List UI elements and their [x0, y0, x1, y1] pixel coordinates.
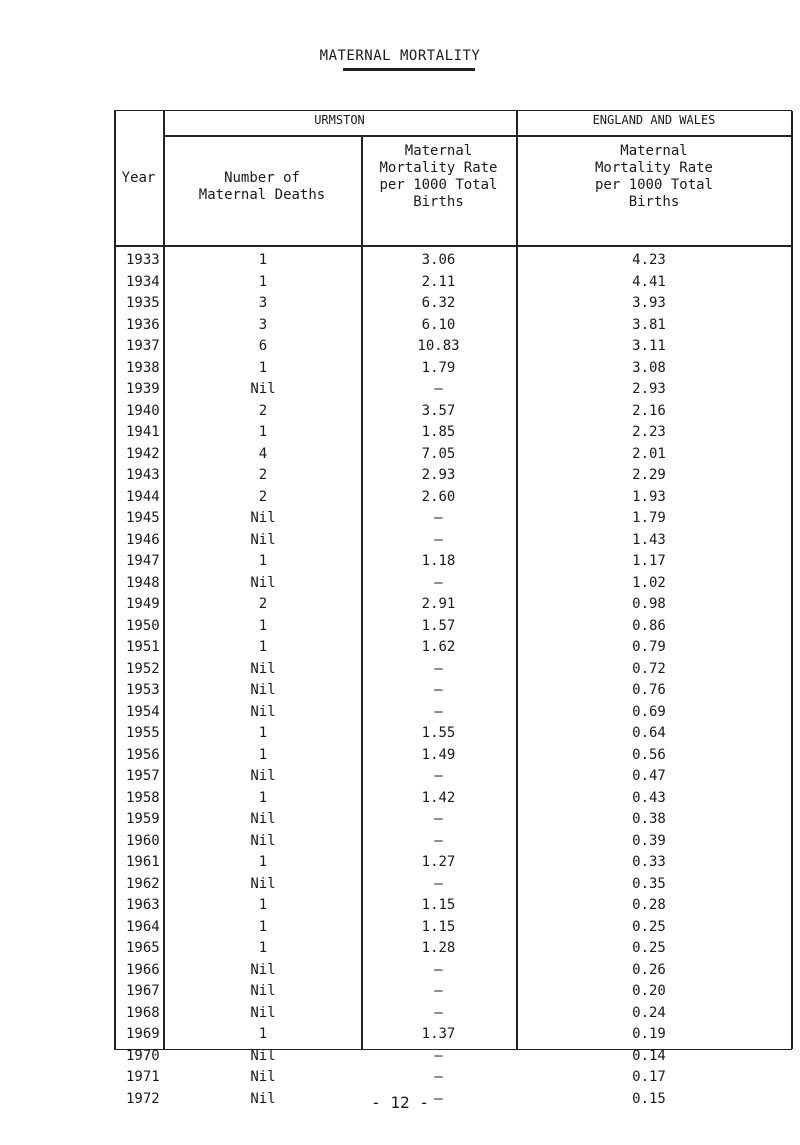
table-row: [114, 595, 792, 617]
rate-cell: –: [434, 660, 443, 677]
table-row: [114, 423, 792, 445]
deaths-cell: Nil: [250, 832, 276, 849]
rate-cell: –: [434, 875, 443, 892]
deaths-cell: Nil: [250, 381, 276, 397]
ew-rate-cell: 3.93: [632, 295, 666, 311]
deaths-cell: 1: [258, 553, 268, 569]
ew-rate-cell: 0.33: [632, 854, 666, 870]
deaths-cell: 1: [258, 359, 268, 376]
year-cell: 1954: [126, 703, 160, 720]
year-cell: 1950: [126, 617, 160, 634]
deaths-cell: Nil: [250, 1004, 276, 1021]
deaths-cell: Nil: [250, 875, 276, 892]
ew-rate-cell: 0.28: [632, 897, 666, 913]
ew-rate-cell: 0.76: [632, 682, 666, 698]
table-row: [114, 1025, 792, 1047]
year-column-header: Year: [121, 169, 156, 186]
rate-cell: 3.06: [421, 252, 456, 268]
ew-rate-cell: 0.69: [632, 703, 666, 720]
year-cell: 1936: [126, 316, 160, 333]
rate-cell: 1.49: [421, 746, 456, 763]
deaths-cell: Nil: [250, 574, 276, 591]
ew-rate-cell: 4.41: [632, 273, 666, 290]
year-cell: 1949: [126, 596, 160, 612]
table-row: [114, 574, 792, 596]
deaths-cell: 1: [258, 897, 268, 913]
deaths-cell: 1: [258, 746, 268, 763]
deaths-cell: 3: [258, 295, 268, 311]
table-row: [114, 273, 792, 295]
deaths-column-header: Number of Maternal Deaths: [198, 170, 326, 203]
rate-cell: 1.85: [421, 424, 456, 440]
year-cell: 1963: [126, 897, 160, 913]
deaths-cell: 6: [258, 338, 268, 354]
rate-cell: 1.55: [421, 725, 456, 741]
rate-cell: 1.42: [421, 789, 456, 806]
year-cell: 1943: [126, 467, 160, 483]
year-cell: 1961: [126, 854, 160, 870]
table-row: [114, 617, 792, 639]
deaths-cell: 2: [258, 402, 268, 419]
year-cell: 1965: [126, 940, 160, 956]
ew-rate-cell: 3.08: [632, 359, 666, 376]
year-cell: 1956: [126, 746, 160, 763]
table-row: [114, 681, 792, 703]
ew-rate-cell: 1.93: [632, 488, 666, 505]
title-underline: [343, 68, 475, 71]
year-cell: 1962: [126, 875, 160, 892]
rate-cell: –: [434, 1004, 443, 1021]
table-row: [114, 445, 792, 467]
deaths-cell: 1: [258, 424, 268, 440]
table-body: [114, 251, 792, 1111]
ew-rate-cell: 4.23: [632, 252, 666, 268]
year-cell: 1967: [126, 983, 160, 999]
deaths-cell: 1: [258, 918, 268, 935]
deaths-cell: 3: [258, 316, 268, 333]
table-row: [114, 703, 792, 725]
deaths-cell: Nil: [250, 510, 276, 526]
year-cell: 1941: [126, 424, 160, 440]
group-header-rule: [163, 135, 792, 137]
deaths-cell: 1: [258, 1026, 268, 1042]
ew-rate-cell: 1.02: [632, 574, 666, 591]
ew-rate-cell: 0.20: [632, 983, 666, 999]
rate-cell: 1.18: [421, 553, 456, 569]
rate-cell: –: [434, 1090, 443, 1107]
table-row: [114, 251, 792, 273]
rate-cell: –: [434, 768, 443, 784]
table-row: [114, 294, 792, 316]
deaths-cell: 1: [258, 273, 268, 290]
rate-cell: 6.32: [421, 295, 456, 311]
ew-rate-cell: 0.56: [632, 746, 666, 763]
table-row: [114, 638, 792, 660]
rate-cell: 1.79: [421, 359, 456, 376]
deaths-cell: Nil: [250, 1047, 276, 1064]
table-row: [114, 789, 792, 811]
year-cell: 1952: [126, 660, 160, 677]
deaths-cell: Nil: [250, 682, 276, 698]
ew-rate-cell: 2.29: [632, 467, 666, 483]
ew-rate-cell: 0.72: [632, 660, 666, 677]
page-title: MATERNAL MORTALITY: [319, 48, 481, 64]
year-cell: 1940: [126, 402, 160, 419]
table-row: [114, 832, 792, 854]
ew-rate-cell: 0.98: [632, 596, 666, 612]
year-cell: 1944: [126, 488, 160, 505]
deaths-cell: Nil: [250, 531, 276, 548]
deaths-cell: Nil: [250, 961, 276, 978]
year-cell: 1948: [126, 574, 160, 591]
deaths-cell: 1: [258, 725, 268, 741]
year-cell: 1935: [126, 295, 160, 311]
table-row: [114, 509, 792, 531]
table-row: [114, 875, 792, 897]
table-row: [114, 810, 792, 832]
rate-cell: –: [434, 574, 443, 591]
year-cell: 1947: [126, 553, 160, 569]
year-cell: 1964: [126, 918, 160, 935]
year-cell: 1969: [126, 1026, 160, 1042]
rate-cell: –: [434, 811, 443, 827]
rate-cell: –: [434, 832, 443, 849]
ew-rate-cell: 0.47: [632, 768, 666, 784]
table-row: [114, 724, 792, 746]
ew-rate-cell: 0.15: [632, 1090, 666, 1107]
table-row: [114, 961, 792, 983]
year-cell: 1957: [126, 768, 160, 784]
rate-cell: 2.60: [421, 488, 456, 505]
ew-rate-cell: 2.93: [632, 381, 666, 397]
rate-cell: –: [434, 381, 443, 397]
ew-rate-cell: 0.24: [632, 1004, 666, 1021]
table-row: [114, 466, 792, 488]
rate-cell: 10.83: [417, 338, 460, 354]
table-row: [114, 316, 792, 338]
urmston-group-header: URMSTON: [314, 113, 365, 127]
table-row: [114, 982, 792, 1004]
deaths-cell: Nil: [250, 703, 276, 720]
ew-rate-cell: 0.19: [632, 1026, 666, 1042]
rate-cell: –: [434, 983, 443, 999]
year-cell: 1966: [126, 961, 160, 978]
rate-cell: 1.57: [421, 617, 456, 634]
year-cell: 1960: [126, 832, 160, 849]
rate-cell: –: [434, 703, 443, 720]
table-row: [114, 746, 792, 768]
rate-cell: 2.91: [421, 596, 456, 612]
table-row: [114, 896, 792, 918]
year-cell: 1971: [126, 1069, 160, 1085]
deaths-cell: Nil: [250, 768, 276, 784]
ew-rate-cell: 0.43: [632, 789, 666, 806]
rate-cell: 1.62: [421, 639, 456, 655]
deaths-cell: 1: [258, 940, 268, 956]
year-cell: 1938: [126, 359, 160, 376]
ew-rate-cell: 0.26: [632, 961, 666, 978]
ew-rate-cell: 1.43: [632, 531, 666, 548]
table-row: [114, 359, 792, 381]
ew-rate-cell: 0.17: [632, 1069, 666, 1085]
table-row: [114, 918, 792, 940]
year-cell: 1933: [126, 252, 160, 268]
rate-cell: 1.27: [421, 854, 456, 870]
ew-rate-cell: 0.39: [632, 832, 666, 849]
year-cell: 1942: [126, 445, 160, 462]
deaths-cell: Nil: [250, 1090, 276, 1107]
table-row: [114, 660, 792, 682]
rate-cell: 1.28: [421, 940, 456, 956]
table-row: [114, 1068, 792, 1090]
deaths-cell: 1: [258, 617, 268, 634]
ew-rate-cell: 0.14: [632, 1047, 666, 1064]
ew-rate-cell: 1.79: [632, 510, 666, 526]
rate-cell: 2.11: [421, 273, 456, 290]
year-cell: 1951: [126, 639, 160, 655]
deaths-cell: 1: [258, 252, 268, 268]
page-number: - 12 -: [371, 1093, 429, 1112]
rate-cell: –: [434, 1047, 443, 1064]
rate-cell: –: [434, 1069, 443, 1085]
ew-rate-cell: 0.79: [632, 639, 666, 655]
ew-rate-cell: 0.64: [632, 725, 666, 741]
ew-rate-cell: 3.11: [632, 338, 666, 354]
rate-cell: –: [434, 961, 443, 978]
rate-cell: 6.10: [421, 316, 456, 333]
table-row: [114, 853, 792, 875]
deaths-cell: Nil: [250, 983, 276, 999]
table-row: [114, 552, 792, 574]
rate-cell: 1.37: [421, 1026, 456, 1042]
england-wales-group-header: ENGLAND AND WALES: [592, 113, 716, 127]
rate-cell: 2.93: [421, 467, 456, 483]
year-cell: 1934: [126, 273, 160, 290]
table-row: [114, 531, 792, 553]
mortality-table: [114, 110, 792, 1107]
year-cell: 1937: [126, 338, 160, 354]
year-cell: 1955: [126, 725, 160, 741]
year-cell: 1946: [126, 531, 160, 548]
ew-rate-cell: 0.35: [632, 875, 666, 892]
deaths-cell: 1: [258, 639, 268, 655]
rate-cell: 3.57: [421, 402, 456, 419]
rate-cell: –: [434, 531, 443, 548]
deaths-cell: 2: [258, 488, 268, 505]
deaths-cell: Nil: [250, 660, 276, 677]
ew-rate-cell: 0.25: [632, 918, 666, 935]
deaths-cell: Nil: [250, 811, 276, 827]
year-cell: 1970: [126, 1047, 160, 1064]
rate-cell: –: [434, 682, 443, 698]
deaths-cell: 1: [258, 789, 268, 806]
table-row: [114, 380, 792, 402]
rate-cell: 1.15: [421, 897, 456, 913]
year-cell: 1958: [126, 789, 160, 806]
ew-rate-cell: 2.16: [632, 402, 666, 419]
rate-column-header: Maternal Mortality Rate per 1000 Total Births: [379, 143, 498, 210]
year-cell: 1959: [126, 811, 160, 827]
table-row: [114, 1004, 792, 1026]
table-row: [114, 1047, 792, 1069]
year-cell: 1953: [126, 682, 160, 698]
ew-rate-cell: 0.86: [632, 617, 666, 634]
ew-rate-cell: 1.17: [632, 553, 666, 569]
deaths-cell: 1: [258, 854, 268, 870]
table-row: [114, 488, 792, 510]
year-cell: 1972: [126, 1090, 160, 1107]
deaths-cell: Nil: [250, 1069, 276, 1085]
deaths-cell: 4: [258, 445, 268, 462]
ew-rate-column-header: Maternal Mortality Rate per 1000 Total Births: [594, 143, 713, 210]
ew-rate-cell: 3.81: [632, 316, 666, 333]
rate-cell: 7.05: [421, 445, 456, 462]
year-cell: 1945: [126, 510, 160, 526]
ew-rate-cell: 2.23: [632, 424, 666, 440]
ew-rate-cell: 0.38: [632, 811, 666, 827]
column-header-rule: [114, 245, 792, 247]
rate-cell: –: [434, 510, 443, 526]
table-row: [114, 402, 792, 424]
ew-rate-cell: 2.01: [632, 445, 666, 462]
deaths-cell: 2: [258, 596, 268, 612]
rate-cell: 1.15: [421, 918, 456, 935]
table-row: [114, 939, 792, 961]
year-cell: 1968: [126, 1004, 160, 1021]
table-row: [114, 337, 792, 359]
ew-rate-cell: 0.25: [632, 940, 666, 956]
year-cell: 1939: [126, 381, 160, 397]
table-row: [114, 767, 792, 789]
deaths-cell: 2: [258, 467, 268, 483]
